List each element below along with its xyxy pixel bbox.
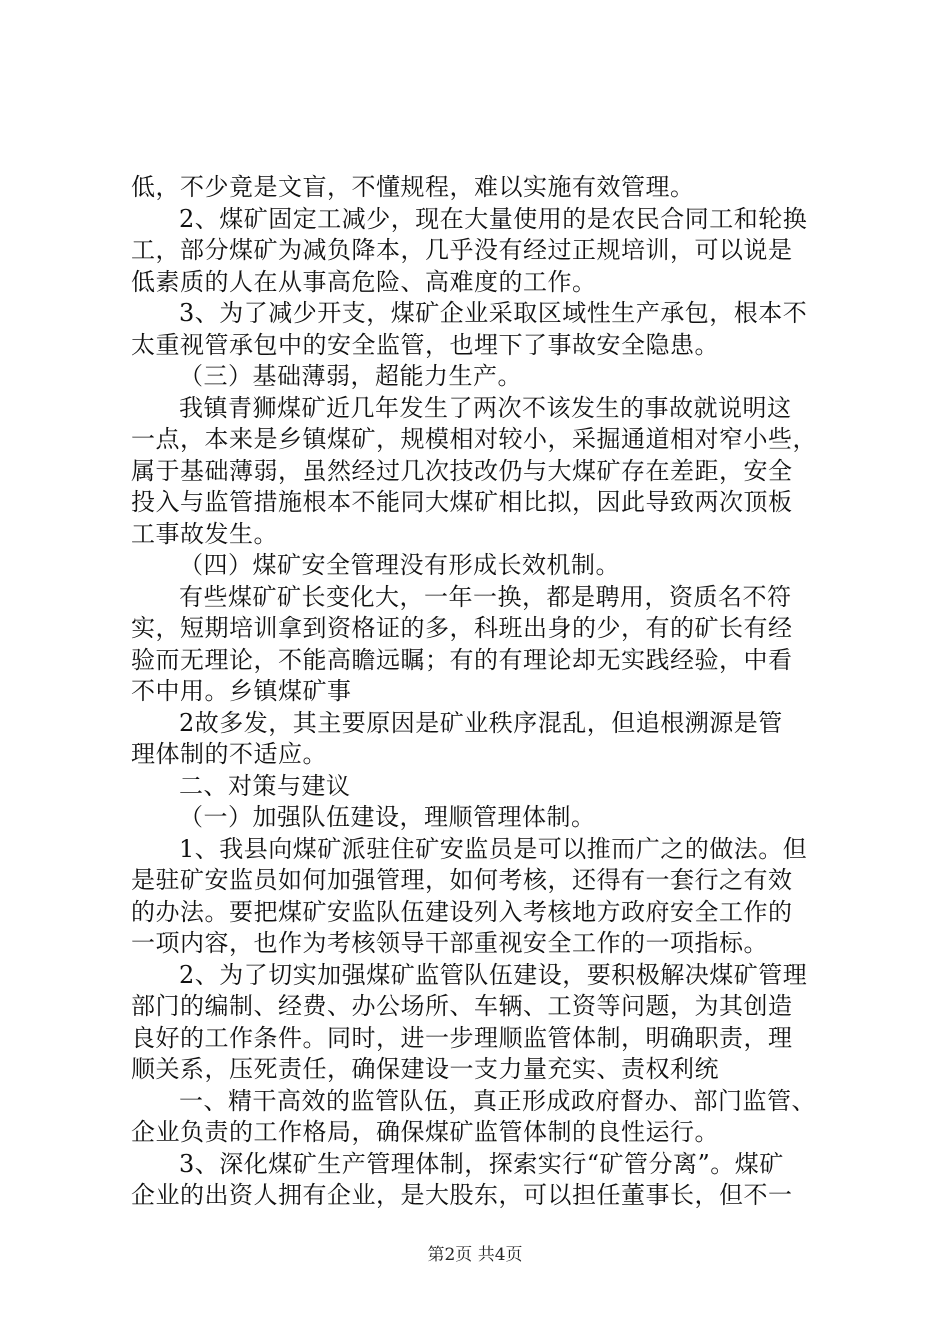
page-number-footer: 第2页 共4页 (427, 1245, 523, 1265)
text-line: 的办法。要把煤矿安监队伍建设列入考核地方政府安全工作的 (131, 897, 793, 926)
text-line: 一项内容，也作为考核领导干部重视安全工作的一项指标。 (131, 929, 768, 957)
text-line: 实，短期培训拿到资格证的多，科班出身的少，有的矿长有经 (131, 614, 793, 642)
text-line: 工，部分煤矿为减负降本，几乎没有经过正规培训，可以说是 (131, 236, 793, 264)
text-line: 不中用。乡镇煤矿事 (131, 677, 352, 705)
text-line: 理体制的不适应。 (131, 740, 327, 768)
text-line: 良好的工作条件。同时，进一步理顺监管体制，明确职责，理 (131, 1023, 793, 1052)
text-line: 2、为了切实加强煤矿监管队伍建设，要积极解决煤矿管理 (179, 960, 808, 989)
text-line: 是驻矿安监员如何加强管理，如何考核，还得有一套行之有效 (131, 866, 793, 894)
text-line: 我镇青狮煤矿近几年发生了两次不该发生的事故就说明这 (179, 393, 792, 422)
text-line: 投入与监管措施根本不能同大煤矿相比拟，因此导致两次顶板 (131, 488, 793, 516)
text-line: 企业负责的工作格局，确保煤矿监管体制的良性运行。 (131, 1118, 719, 1146)
text-line: 顺关系，压死责任，确保建设一支力量充实、责权利统 (131, 1055, 719, 1083)
text-line: 低，不少竟是文盲，不懂规程，难以实施有效管理。 (131, 173, 695, 201)
text-line: 3、深化煤矿生产管理体制，探索实行“矿管分离”。煤矿 (179, 1149, 784, 1178)
text-line: （一）加强队伍建设，理顺管理体制。 (179, 803, 596, 831)
text-line: 2故多发，其主要原因是矿业秩序混乱，但追根溯源是管 (179, 708, 783, 737)
text-line: 企业的出资人拥有企业，是大股东，可以担任董事长，但不一 (131, 1181, 793, 1209)
text-line: 3、为了减少开支，煤矿企业采取区域性生产承包，根本不 (179, 299, 808, 327)
text-line: 属于基础薄弱，虽然经过几次技改仍与大煤矿存在差距，安全 (131, 456, 793, 485)
text-line: 工事故发生。 (131, 519, 278, 548)
text-line: 部门的编制、经费、办公场所、车辆、工资等问题，为其创造 (131, 992, 793, 1020)
text-line: （三）基础薄弱，超能力生产。 (179, 362, 522, 390)
text-line: 一点，本来是乡镇煤矿，规模相对较小，采掘通道相对窄小些， (131, 425, 817, 453)
text-line: （四）煤矿安全管理没有形成长效机制。 (179, 551, 620, 579)
text-line: 有些煤矿矿长变化大，一年一换，都是聘用，资质名不符 (179, 582, 792, 611)
text-line: 1、我县向煤矿派驻住矿安监员是可以推而广之的做法。但 (179, 834, 808, 863)
text-line: 低素质的人在从事高危险、高难度的工作。 (131, 267, 597, 296)
text-line: 太重视管承包中的安全监管，也埋下了事故安全隐患。 (131, 330, 719, 359)
text-line: 一、精干高效的监管队伍，真正形成政府督办、部门监管、 (179, 1086, 816, 1115)
text-line: 2、煤矿固定工减少，现在大量使用的是农民合同工和轮换 (179, 204, 808, 233)
document-body (131, 172, 831, 1212)
text-line: 二、对策与建议 (179, 771, 351, 800)
text-line: 验而无理论，不能高瞻远瞩；有的有理论却无实践经验，中看 (131, 645, 793, 674)
